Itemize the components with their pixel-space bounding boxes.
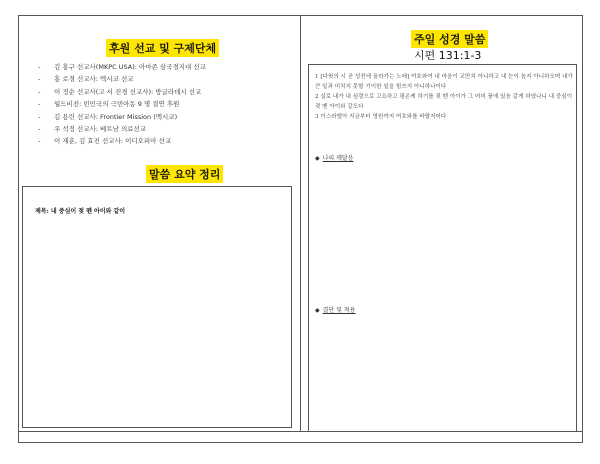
list-item-text: 이 정순 선교사(고 서 진경 선교사): 방글라데시 선교 xyxy=(54,87,202,96)
column-divider xyxy=(300,15,301,431)
diamond-icon: ◆ xyxy=(315,307,320,314)
list-item xyxy=(38,98,206,110)
sermon-title: 제목: 내 중심이 젖 뗀 아이와 같이 xyxy=(35,208,126,215)
verse: 1 [다윗의 시 곧 성전에 올라가는 노래] 여호와여 내 마음이 교만치 아니하고 내 눈이 높지 아니하오며 내가 큰 일과 미치지 못할 기이한 일을 힘쓰지 아니하나이다 xyxy=(315,74,573,90)
list-item-text: 월드비전: 빈민국의 극빈아동 9 명 결연 후원 xyxy=(54,100,180,109)
verse: 3 이스라엘아 지금부터 영원까지 여호와를 바랄지어다 xyxy=(315,114,447,120)
diamond-icon: ◆ xyxy=(315,155,320,162)
list-dash: - xyxy=(38,112,41,121)
list-item-text: 이 재훈, 김 효진 선교사: 이디오피아 선교 xyxy=(54,137,172,146)
list-dash: - xyxy=(38,63,41,71)
sermon-notes-box xyxy=(22,186,292,428)
realization-label: 나의 깨달음 xyxy=(322,155,354,162)
list-item xyxy=(38,61,206,73)
realization-heading xyxy=(315,153,354,162)
application-label: 결단 및 적용 xyxy=(322,307,356,314)
summary-title: 말씀 요약 정리 xyxy=(146,165,223,183)
list-dash: - xyxy=(38,100,41,109)
scripture-title: 주일 성경 말씀 xyxy=(411,30,488,48)
application-heading xyxy=(315,305,355,314)
list-dash: - xyxy=(38,75,41,84)
list-item-text: 우 석정 선교사: 베트남 의료선교 xyxy=(54,125,147,134)
list-item-text: 김 홍구 선교사(MKPC USA): 아마존 삼국경지대 선교 xyxy=(54,63,206,71)
list-item xyxy=(38,111,206,123)
scripture-box xyxy=(308,64,577,432)
list-dash: - xyxy=(38,125,41,134)
missions-list xyxy=(38,61,206,148)
missions-title: 후원 선교 및 구제단체 xyxy=(106,39,219,57)
verse-list xyxy=(315,72,573,122)
list-item-text: 김 용린 선교사: Frontier Mission (멕시코) xyxy=(54,112,178,121)
list-item xyxy=(38,123,206,135)
list-item xyxy=(38,86,206,98)
list-item-text: 홍 로경 선교사: 멕시코 선교 xyxy=(54,75,134,84)
verse: 2 실로 내가 내 심령으로 고요하고 평온케 하기를 젖 뗀 아이가 그 어미 품에 있음 같게 하였나니 내 중심이 젖 뗀 아이와 같도다 xyxy=(315,94,573,110)
list-item xyxy=(38,135,206,147)
list-dash: - xyxy=(38,137,41,146)
scripture-reference: 시편 131:1-3 xyxy=(414,49,482,62)
list-item xyxy=(38,73,206,85)
list-dash: - xyxy=(38,87,41,96)
